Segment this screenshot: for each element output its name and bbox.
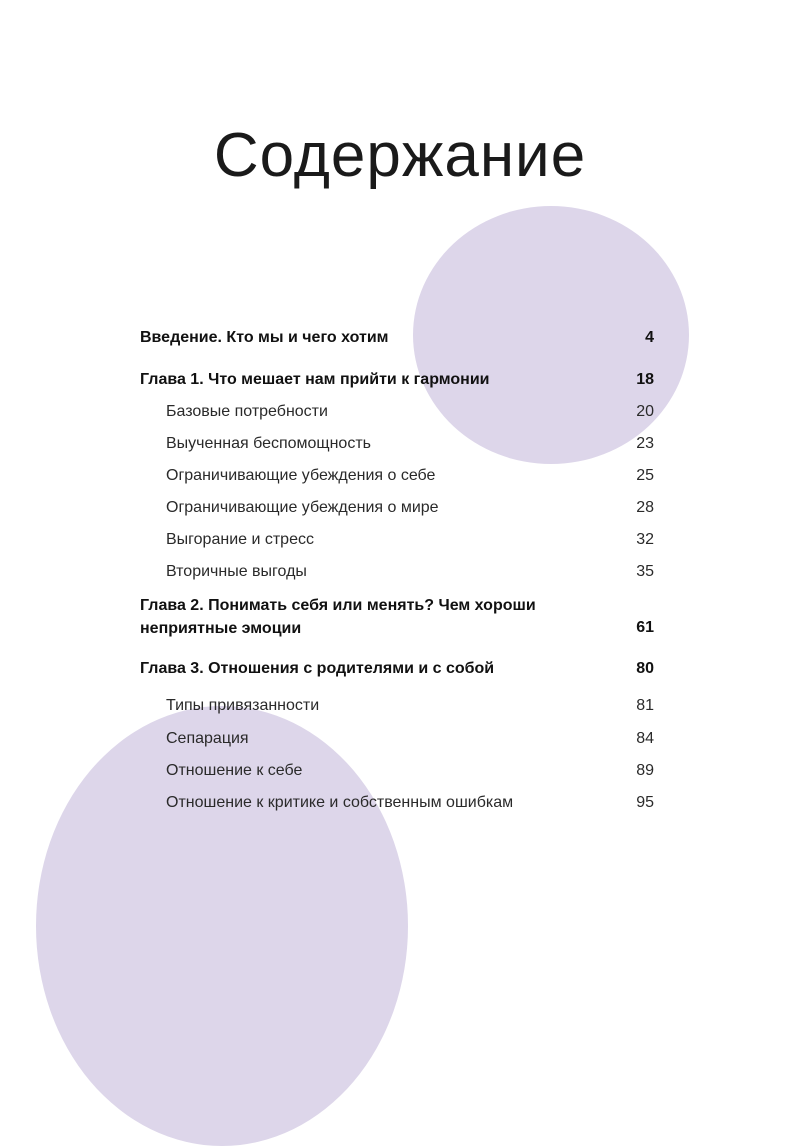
toc-entry-label: Глава 1. Что мешает нам прийти к гармонии	[140, 371, 490, 388]
toc-entry-page: 4	[645, 329, 654, 346]
toc-entry-page: 23	[636, 435, 654, 452]
page-title: Содержание	[213, 121, 587, 190]
toc-entry-chapter-2[interactable]	[0, 594, 800, 640]
toc-entry-page: 84	[636, 730, 654, 747]
toc-entry-label: Глава 3. Отношения с родителями и с собой	[140, 660, 495, 677]
toc-entry-label: Выученная беспомощность	[166, 435, 371, 452]
toc-entry-label: Типы привязанности	[166, 697, 320, 714]
toc-entry-page: 25	[636, 467, 654, 484]
toc-entry-label: Базовые потребности	[166, 403, 328, 420]
toc-entry-page: 32	[636, 531, 654, 548]
toc-entry-label: Отношение к критике и собственным ошибкам	[166, 794, 514, 811]
toc-entry-label: Отношение к себе	[166, 762, 303, 779]
toc-entry-page: 95	[636, 794, 654, 811]
toc-entry-label: Введение. Кто мы и чего хотим	[140, 329, 389, 346]
toc-entry-page: 80	[636, 660, 654, 677]
toc-entry-label: Выгорание и стресс	[166, 531, 314, 548]
toc-entry-label: Ограничивающие убеждения о мире	[166, 499, 439, 516]
toc-entry-page: 81	[636, 697, 654, 714]
toc-entry-label: Глава 2. Понимать себя или менять? Чем хороши неприятные эмоции	[140, 597, 536, 637]
toc-entry-page: 35	[636, 563, 654, 580]
toc-entry-page: 18	[636, 371, 654, 388]
toc-entry-label: Ограничивающие убеждения о себе	[166, 467, 436, 484]
toc-entry-page: 20	[636, 403, 654, 420]
toc-entry-page: 28	[636, 499, 654, 516]
toc-entry-label: Вторичные выгоды	[166, 563, 307, 580]
toc-entry-page: 89	[636, 762, 654, 779]
toc-entry-label: Сепарация	[166, 730, 249, 747]
toc-entry-page: 61	[636, 619, 654, 636]
